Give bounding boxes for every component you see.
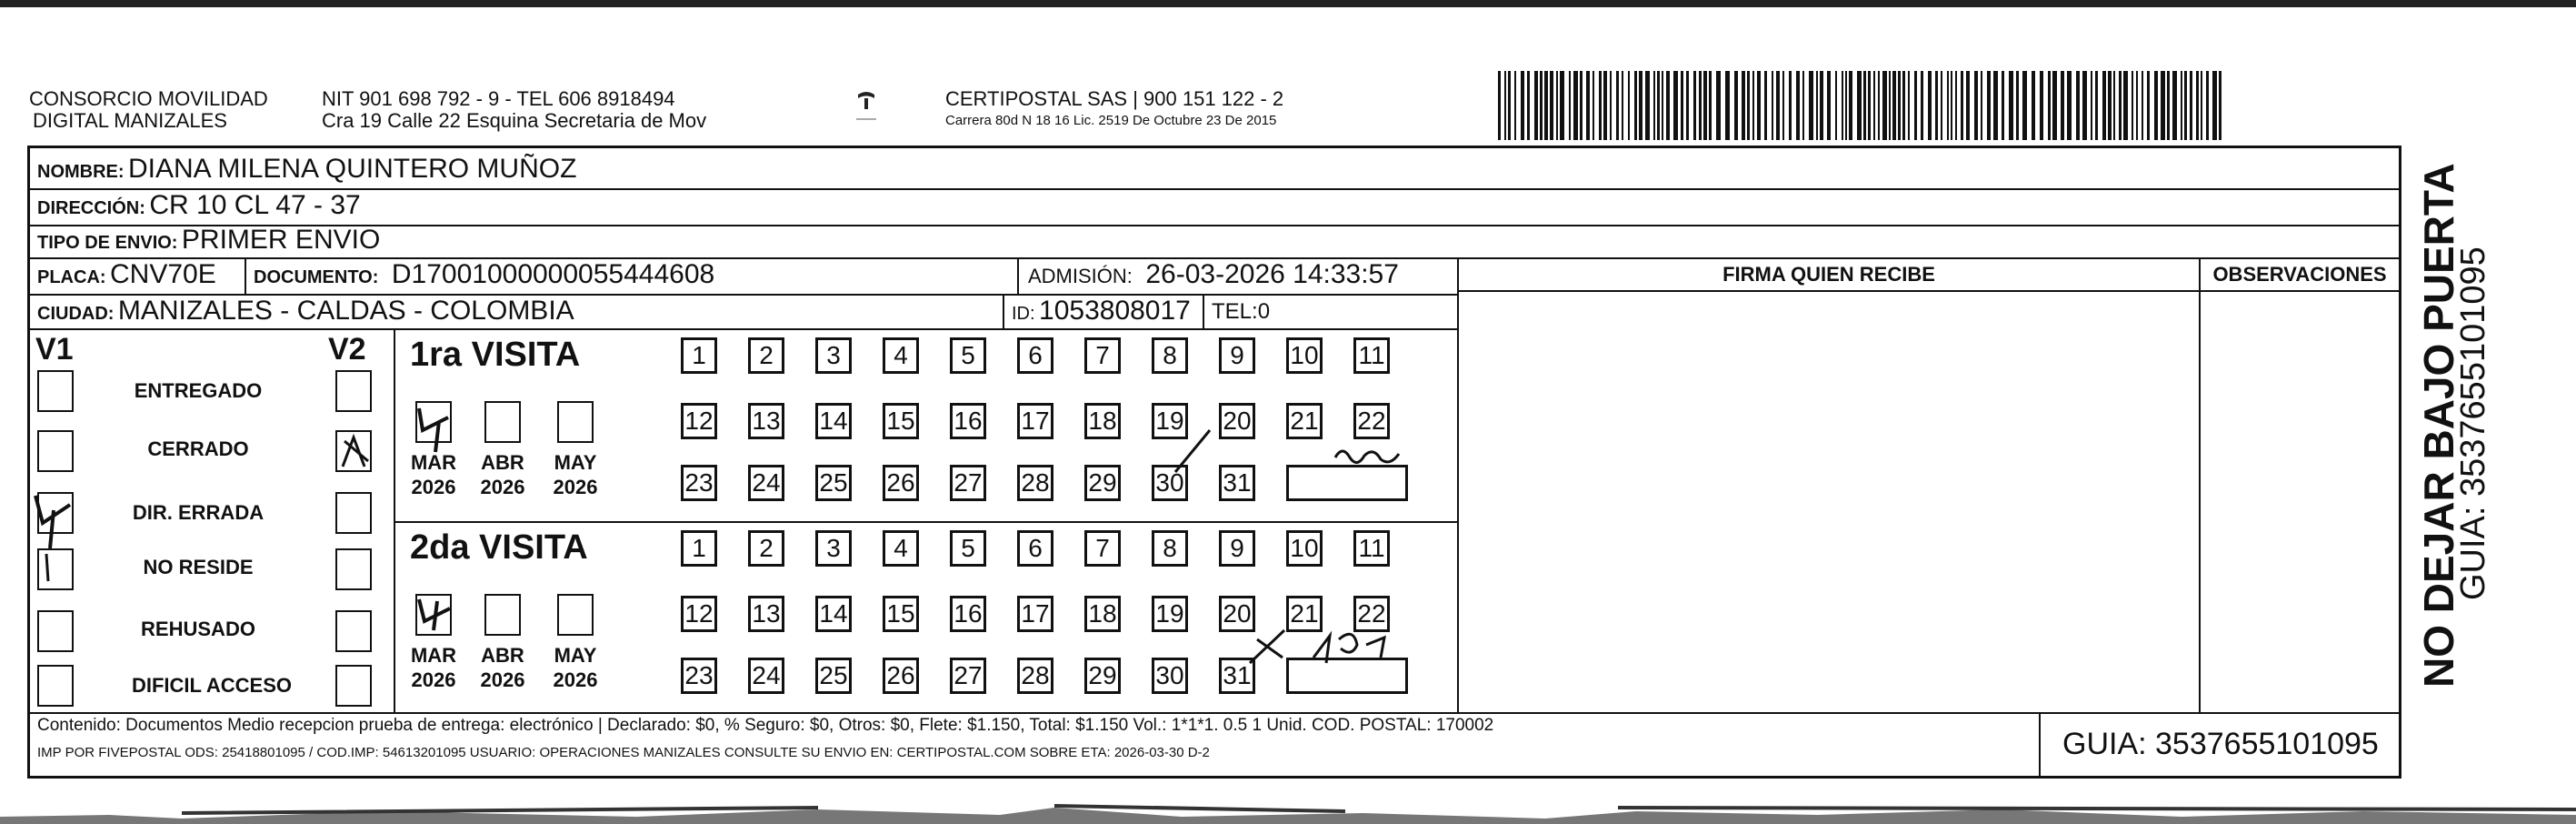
nombre-value: DIANA MILENA QUINTERO MUÑOZ xyxy=(128,154,577,184)
second-visit-day-30[interactable]: 30 xyxy=(1152,658,1188,694)
observaciones-header: OBSERVACIONES xyxy=(2212,263,2387,286)
first-visit-day-25[interactable]: 25 xyxy=(815,465,852,501)
barcode-bar xyxy=(2142,71,2143,140)
v2-checkbox-rehusado[interactable] xyxy=(335,610,372,652)
barcode-bar xyxy=(1514,71,1516,140)
barcode-bar xyxy=(1868,71,1871,140)
first-visit-day-13[interactable]: 13 xyxy=(748,403,784,439)
barcode-bar xyxy=(1789,71,1792,140)
status-label-no-reside: NO RESIDE xyxy=(143,556,254,578)
first-visit-day-2[interactable]: 2 xyxy=(748,337,784,374)
barcode-bar xyxy=(1673,71,1678,140)
barcode-bar xyxy=(1686,71,1689,140)
v1-header: V1 xyxy=(35,332,74,367)
barcode-bar xyxy=(1662,71,1663,140)
barcode-bar xyxy=(1974,71,1978,140)
barcode-bar xyxy=(2048,71,2051,140)
ciudad-label: CIUDAD: xyxy=(37,304,115,324)
v2-header: V2 xyxy=(328,332,366,367)
firma-header: FIRMA QUIEN RECIBE xyxy=(1722,263,1935,286)
tel-label: TEL: xyxy=(1212,299,1258,324)
first-visit-month-abr-box[interactable] xyxy=(484,401,521,443)
second-visit-day-22[interactable]: 22 xyxy=(1353,596,1390,632)
top-edge-line xyxy=(0,0,2576,7)
second-visit-day-5[interactable]: 5 xyxy=(950,530,986,567)
barcode-bar xyxy=(2212,71,2217,140)
documento-label: DOCUMENTO: xyxy=(254,267,379,287)
barcode-bar xyxy=(1987,71,1991,140)
courier-address: Carrera 80d N 18 16 Lic. 2519 De Octubre 23 De 2015 xyxy=(945,113,1277,128)
second-visit-day-11[interactable]: 11 xyxy=(1353,530,1390,567)
status-label-rehusado: REHUSADO xyxy=(141,618,255,640)
barcode-bar xyxy=(1504,71,1506,140)
barcode-bar xyxy=(1699,71,1702,140)
id-cell xyxy=(1012,296,1191,327)
v2-checkbox-entregado[interactable] xyxy=(335,370,372,412)
barcode-bar xyxy=(2132,71,2133,140)
barcode-bar xyxy=(1827,71,1831,140)
first-visit-day-29[interactable]: 29 xyxy=(1084,465,1121,501)
barcode-bar xyxy=(1653,71,1655,140)
second-visit-day-14[interactable]: 14 xyxy=(815,596,852,632)
second-visit-day-15[interactable]: 15 xyxy=(883,596,919,632)
footer-imp-line: IMP POR FIVEPOSTAL ODS: 25418801095 / COD.IMP: 54613201095 USUARIO: OPERACIONES MANIZALES CONSULTE SU ENVIO EN: CERTIPOSTAL.COM SOBRE ETA: 2026-03-30 D-2 xyxy=(37,745,1210,760)
second-visit-day-28[interactable]: 28 xyxy=(1017,658,1053,694)
barcode-bar xyxy=(2190,71,2192,140)
v2-checkbox-cerrado[interactable] xyxy=(335,430,372,472)
barcode-bar xyxy=(1556,71,1558,140)
v2-checkbox-dificil-acceso[interactable] xyxy=(335,665,372,707)
barcode-bar xyxy=(1734,71,1738,140)
barcode-bar xyxy=(2196,71,2199,140)
sender-address: Cra 19 Calle 22 Esquina Secretaria de Mov xyxy=(322,109,707,132)
barcode-bar xyxy=(1752,71,1754,140)
id-value: 1053808017 xyxy=(1039,296,1191,326)
ciudad-cell xyxy=(37,296,574,327)
documento-value: D17001000000055444608 xyxy=(391,259,715,289)
barcode-bar xyxy=(2076,71,2080,140)
barcode-bar xyxy=(1709,71,1712,140)
barcode-bar xyxy=(1782,71,1784,140)
delivery-form xyxy=(27,146,2401,779)
v1-checkbox-dir-errada[interactable] xyxy=(37,492,74,534)
first-visit-day-27[interactable]: 27 xyxy=(950,465,986,501)
status-label-dir-errada: DIR. ERRADA xyxy=(132,501,265,524)
barcode-bar xyxy=(1857,71,1862,140)
barcode-bar xyxy=(2154,71,2158,140)
placa-cell xyxy=(37,259,216,290)
second-visit-month-may-box[interactable] xyxy=(557,594,594,636)
tracking-barcode xyxy=(1498,71,2223,140)
first-visit-day-extra-box[interactable] xyxy=(1286,465,1408,501)
first-visit-day-4[interactable]: 4 xyxy=(883,337,919,374)
sender-nit: NIT 901 698 792 - 9 - TEL 606 8918494 xyxy=(322,87,675,110)
barcode-bar xyxy=(1747,71,1750,140)
barcode-bar xyxy=(1534,71,1538,140)
barcode-bar xyxy=(1941,71,1942,140)
barcode-bar xyxy=(2184,71,2187,140)
first-visit-day-22[interactable]: 22 xyxy=(1353,403,1390,439)
barcode-bar xyxy=(1882,71,1887,140)
admision-label: ADMISIÓN: xyxy=(1028,265,1133,287)
courier-logo xyxy=(854,89,878,126)
second-visit-day-8[interactable]: 8 xyxy=(1152,530,1188,567)
barcode-bar xyxy=(1645,71,1650,140)
first-visit-day-14[interactable]: 14 xyxy=(815,403,852,439)
barcode-bar xyxy=(1947,71,1949,140)
first-visit-day-8[interactable]: 8 xyxy=(1152,337,1188,374)
barcode-bar xyxy=(1914,71,1917,140)
second-visit-day-4[interactable]: 4 xyxy=(883,530,919,567)
second-visit-day-18[interactable]: 18 xyxy=(1084,596,1121,632)
tipo-label: TIPO DE ENVIO: xyxy=(37,233,178,253)
courier-name: CERTIPOSTAL SAS | 900 151 122 - 2 xyxy=(945,87,1284,110)
first-visit-day-5[interactable]: 5 xyxy=(950,337,986,374)
barcode-bar xyxy=(1892,71,1896,140)
barcode-bar xyxy=(1951,71,1952,140)
first-visit-month-mar-box[interactable] xyxy=(415,401,452,443)
second-visit-day-27[interactable]: 27 xyxy=(950,658,986,694)
second-visit-month-may: MAY 2026 xyxy=(553,644,598,691)
barcode-bar xyxy=(2091,71,2092,140)
barcode-bar xyxy=(2161,71,2165,140)
barcode-bar xyxy=(1742,71,1745,140)
second-visit-day-24[interactable]: 24 xyxy=(748,658,784,694)
status-label-cerrado: CERRADO xyxy=(147,437,249,460)
barcode-bar xyxy=(2147,71,2150,140)
barcode-bar xyxy=(2113,71,2115,140)
first-visit-day-12[interactable]: 12 xyxy=(681,403,717,439)
barcode-bar xyxy=(1580,71,1583,140)
barcode-bar xyxy=(1935,71,1938,140)
barcode-bar xyxy=(1521,71,1524,140)
second-visit-day-26[interactable]: 26 xyxy=(883,658,919,694)
side-guia-number: GUIA: 3537655101095 xyxy=(2454,246,2492,600)
second-visit-day-29[interactable]: 29 xyxy=(1084,658,1121,694)
placa-label: PLACA: xyxy=(37,267,106,287)
first-visit-day-31[interactable]: 31 xyxy=(1219,465,1255,501)
barcode-bar xyxy=(1863,71,1866,140)
second-visit-title: 2da VISITA xyxy=(410,528,588,567)
barcode-bar xyxy=(1809,71,1813,140)
barcode-bar xyxy=(1820,71,1823,140)
barcode-bar xyxy=(1666,71,1670,140)
sender-name-line1: CONSORCIO MOVILIDAD xyxy=(29,87,268,110)
barcode-bar xyxy=(1849,71,1852,140)
first-visit-day-17[interactable]: 17 xyxy=(1017,403,1053,439)
second-visit-day-12[interactable]: 12 xyxy=(681,596,717,632)
barcode-bar xyxy=(1540,71,1543,140)
barcode-bar xyxy=(1889,71,1891,140)
first-visit-day-28[interactable]: 28 xyxy=(1017,465,1053,501)
tel-cell xyxy=(1212,299,1270,325)
second-visit-day-17[interactable]: 17 xyxy=(1017,596,1053,632)
second-visit-day-6[interactable]: 6 xyxy=(1017,530,1053,567)
barcode-bar xyxy=(2022,71,2027,140)
barcode-bar xyxy=(2009,71,2013,140)
second-visit-day-extra-box[interactable] xyxy=(1286,658,1408,694)
barcode-bar xyxy=(1703,71,1707,140)
sender-name-line2: DIGITAL MANIZALES xyxy=(33,109,227,132)
barcode-bar xyxy=(2095,71,2098,140)
status-label-dificil-acceso: DIFICIL ACCESO xyxy=(131,674,292,697)
barcode-bar xyxy=(2067,71,2072,140)
second-visit-month-mar-box[interactable] xyxy=(415,594,452,636)
barcode-bar xyxy=(2136,71,2138,140)
footer-content-line: Contenido: Documentos Medio recepcion prueba de entrega: electrónico | Declarado: $0, % Seguro: $0, Otros: $0, Flete: $1.150, Total: $1.150 Vol.: 1*1*1. 0.5 1 Unid. COD. POSTAL: 170002 xyxy=(37,716,1494,735)
barcode-bar xyxy=(1657,71,1660,140)
barcode-bar xyxy=(1898,71,1901,140)
first-visit-day-10[interactable]: 10 xyxy=(1286,337,1323,374)
direccion-row xyxy=(37,190,361,221)
v1-checkbox-rehusado[interactable] xyxy=(37,610,74,652)
v1-checkbox-entregado[interactable] xyxy=(37,370,74,412)
footer-guia-number: GUIA: 3537655101095 xyxy=(2062,727,2379,761)
nombre-label: NOMBRE: xyxy=(37,162,125,182)
first-visit-day-1[interactable]: 1 xyxy=(681,337,717,374)
id-label: ID: xyxy=(1012,304,1035,324)
barcode-bar xyxy=(1845,71,1847,140)
barcode-bar xyxy=(1878,71,1880,140)
barcode-bar xyxy=(1716,71,1721,140)
barcode-bar xyxy=(1928,71,1932,140)
barcode-bar xyxy=(1835,71,1837,140)
second-visit-day-7[interactable]: 7 xyxy=(1084,530,1121,567)
barcode-bar xyxy=(2052,71,2057,140)
barcode-bar xyxy=(1569,71,1571,140)
documento-cell xyxy=(254,259,714,290)
v2-checkbox-no-reside[interactable] xyxy=(335,548,372,590)
first-visit-day-16[interactable]: 16 xyxy=(950,403,986,439)
barcode-bar xyxy=(1816,71,1818,140)
status-label-entregado: ENTREGADO xyxy=(134,379,263,402)
barcode-bar xyxy=(2108,71,2112,140)
first-visit-day-30[interactable]: 30 xyxy=(1152,465,1188,501)
no-dejar-bajo-puerta-notice: NO DEJAR BAJO PUERTA xyxy=(2415,163,2462,688)
second-visit-day-3[interactable]: 3 xyxy=(815,530,852,567)
tipo-row xyxy=(37,225,380,256)
barcode-bar xyxy=(1603,71,1607,140)
first-visit-day-15[interactable]: 15 xyxy=(883,403,919,439)
barcode-bar xyxy=(1527,71,1530,140)
barcode-bar xyxy=(1639,71,1642,140)
barcode-bar xyxy=(1681,71,1683,140)
barcode-bar xyxy=(2002,71,2004,140)
barcode-bar xyxy=(1776,71,1780,140)
second-visit-day-10[interactable]: 10 xyxy=(1286,530,1323,567)
second-visit-day-23[interactable]: 23 xyxy=(681,658,717,694)
barcode-bar xyxy=(1796,71,1800,140)
first-visit-day-21[interactable]: 21 xyxy=(1286,403,1323,439)
barcode-bar xyxy=(1586,71,1590,140)
torn-paper-edge xyxy=(0,800,2576,824)
barcode-bar xyxy=(2061,71,2064,140)
barcode-bar xyxy=(1508,71,1511,140)
barcode-bar xyxy=(2181,71,2182,140)
second-visit-day-2[interactable]: 2 xyxy=(748,530,784,567)
tel-value: 0 xyxy=(1257,299,1271,324)
barcode-bar xyxy=(1757,71,1761,140)
barcode-bar xyxy=(2082,71,2087,140)
barcode-bar xyxy=(1902,71,1905,140)
tipo-value: PRIMER ENVIO xyxy=(181,225,381,255)
barcode-bar xyxy=(1764,71,1767,140)
barcode-bar xyxy=(1544,71,1548,140)
admision-value: 26-03-2026 14:33:57 xyxy=(1145,259,1399,289)
direccion-label: DIRECCIÓN: xyxy=(37,198,145,218)
barcode-bar xyxy=(2167,71,2170,140)
barcode-bar xyxy=(1616,71,1619,140)
barcode-bar xyxy=(1725,71,1730,140)
second-visit-day-31[interactable]: 31 xyxy=(1219,658,1255,694)
first-visit-day-7[interactable]: 7 xyxy=(1084,337,1121,374)
first-visit-day-11[interactable]: 11 xyxy=(1353,337,1390,374)
v2-checkbox-dir-errada[interactable] xyxy=(335,492,372,534)
second-visit-day-1[interactable]: 1 xyxy=(681,530,717,567)
first-visit-day-26[interactable]: 26 xyxy=(883,465,919,501)
first-visit-day-19[interactable]: 19 xyxy=(1152,403,1188,439)
barcode-bar xyxy=(2102,71,2106,140)
first-visit-month-may: MAY 2026 xyxy=(553,451,598,498)
barcode-bar xyxy=(1772,71,1773,140)
barcode-bar xyxy=(1908,71,1910,140)
first-visit-day-23[interactable]: 23 xyxy=(681,465,717,501)
barcode-bar xyxy=(1599,71,1602,140)
barcode-bar xyxy=(1955,71,1957,140)
placa-value: CNV70E xyxy=(110,259,216,289)
barcode-bar xyxy=(1966,71,1970,140)
second-visit-day-16[interactable]: 16 xyxy=(950,596,986,632)
barcode-bar xyxy=(1498,71,1501,140)
barcode-bar xyxy=(2123,71,2128,140)
second-visit-day-25[interactable]: 25 xyxy=(815,658,852,694)
direccion-value: CR 10 CL 47 - 37 xyxy=(149,190,361,220)
admision-cell xyxy=(1028,259,1399,290)
barcode-bar xyxy=(1802,71,1804,140)
first-visit-day-18[interactable]: 18 xyxy=(1084,403,1121,439)
barcode-bar xyxy=(2032,71,2035,140)
barcode-bar xyxy=(1693,71,1696,140)
barcode-bar xyxy=(2206,71,2209,140)
barcode-bar xyxy=(1593,71,1594,140)
barcode-bar xyxy=(1610,71,1612,140)
barcode-bar xyxy=(1873,71,1875,140)
second-visit-day-9[interactable]: 9 xyxy=(1219,530,1255,567)
barcode-bar xyxy=(1981,71,1982,140)
first-visit-month-abr: ABR 2026 xyxy=(480,451,525,498)
barcode-bar xyxy=(2119,71,2122,140)
barcode-bar xyxy=(1842,71,1843,140)
barcode-bar xyxy=(1993,71,1998,140)
second-visit-day-21[interactable]: 21 xyxy=(1286,596,1323,632)
nombre-row xyxy=(37,154,576,185)
barcode-bar xyxy=(2040,71,2043,140)
barcode-bar xyxy=(1622,71,1623,140)
barcode-bar xyxy=(1573,71,1578,140)
barcode-bar xyxy=(2219,71,2222,140)
second-visit-day-13[interactable]: 13 xyxy=(748,596,784,632)
v1-checkbox-cerrado[interactable] xyxy=(37,430,74,472)
v1-checkbox-dificil-acceso[interactable] xyxy=(37,665,74,707)
second-visit-day-20[interactable]: 20 xyxy=(1219,596,1255,632)
first-visit-day-6[interactable]: 6 xyxy=(1017,337,1053,374)
barcode-bar xyxy=(1628,71,1630,140)
barcode-bar xyxy=(1550,71,1553,140)
first-visit-month-mar: MAR 2026 xyxy=(410,451,457,498)
second-visit-month-abr-box[interactable] xyxy=(484,594,521,636)
barcode-bar xyxy=(1634,71,1637,140)
first-visit-day-20[interactable]: 20 xyxy=(1219,403,1255,439)
second-visit-day-19[interactable]: 19 xyxy=(1152,596,1188,632)
first-visit-title: 1ra VISITA xyxy=(410,336,581,374)
barcode-bar xyxy=(2016,71,2019,140)
barcode-bar xyxy=(1961,71,1963,140)
ciudad-value: MANIZALES - CALDAS - COLOMBIA xyxy=(117,296,574,326)
first-visit-month-may-box[interactable] xyxy=(557,401,594,443)
v1-checkbox-no-reside[interactable] xyxy=(37,548,74,590)
barcode-bar xyxy=(2201,71,2202,140)
second-visit-month-mar: MAR 2026 xyxy=(410,644,457,691)
first-visit-day-9[interactable]: 9 xyxy=(1219,337,1255,374)
barcode-bar xyxy=(1560,71,1564,140)
second-visit-month-abr: ABR 2026 xyxy=(480,644,525,691)
barcode-bar xyxy=(2172,71,2177,140)
barcode-bar xyxy=(1921,71,1923,140)
first-visit-day-3[interactable]: 3 xyxy=(815,337,852,374)
first-visit-day-24[interactable]: 24 xyxy=(748,465,784,501)
